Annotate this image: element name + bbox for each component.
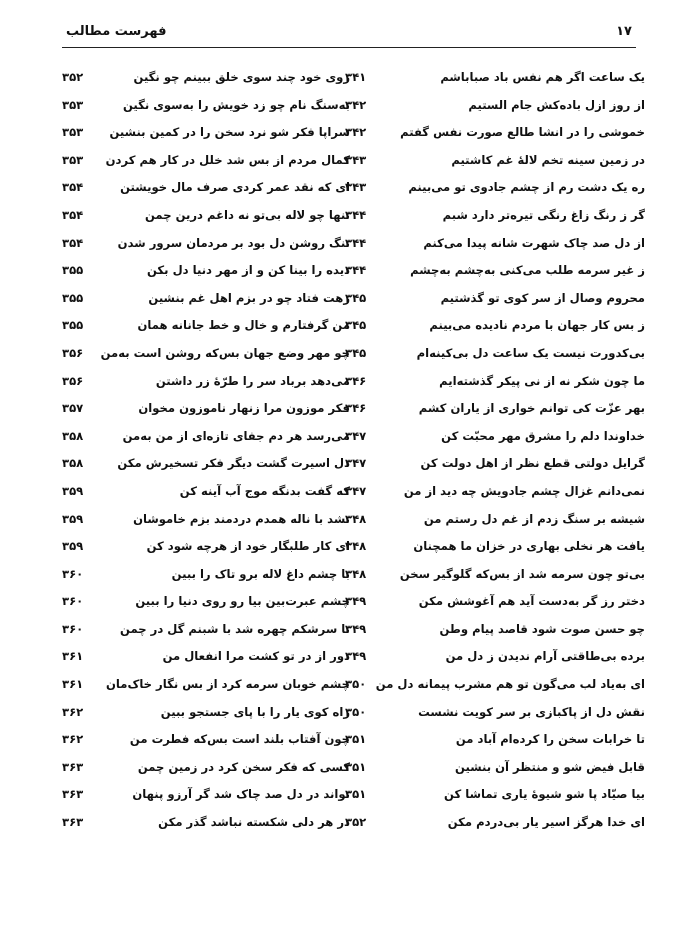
toc-entry-page: ۳۴۷ <box>345 428 367 443</box>
toc-entry <box>345 64 645 92</box>
toc-entry <box>345 92 645 120</box>
toc-entry-title: شیشه بر سنگ زدم از غم دل رستم من <box>423 511 645 526</box>
toc-entry-title: کسی که فکر سخن کرد در زمین چمن <box>137 759 350 774</box>
toc-entry-title: می‌رسد هر دم جفای تازه‌ای از من به‌من <box>122 428 350 443</box>
toc-entry-title: محروم وصال از سر کوی تو گذشتیم <box>440 290 645 305</box>
toc-entry <box>62 423 378 451</box>
toc-entry-title: قابل فیض شو و منتظر آن بنشین <box>455 759 645 774</box>
toc-entry-page: ۳۴۷ <box>345 456 367 471</box>
toc-entry-page: ۳۵۱ <box>345 787 367 802</box>
toc-entry <box>345 754 645 782</box>
toc-entry-title: با چشم داغ لاله برو تاک را ببین <box>171 566 350 581</box>
toc-entry-page: ۳۴۱ <box>345 70 367 84</box>
toc-entry <box>345 506 645 534</box>
toc-entry-page: ۳۴۲ <box>345 125 367 140</box>
toc-entry-page: ۳۵۴ <box>62 207 84 222</box>
toc-entry-title: ما چون شکر نه از نی پیکر گذشته‌ایم <box>439 373 645 388</box>
toc-entry-page: ۳۴۲ <box>345 97 367 112</box>
toc-entry <box>345 533 645 561</box>
toc-entry-title: برده بی‌طاقتی آرام ندیدن ز دل من <box>445 649 645 664</box>
toc-entry-page: ۳۵۱ <box>345 759 367 774</box>
toc-entry <box>345 643 645 671</box>
toc-entry-page: ۳۵۸ <box>62 456 84 471</box>
toc-entry <box>62 395 378 423</box>
toc-entry-page: ۳۶۱ <box>62 677 84 692</box>
toc-entry-title: می‌دهد برباد سر را طرّهٔ زر داشتن <box>155 373 350 388</box>
toc-entry-page: ۳۴۸ <box>345 566 367 581</box>
toc-entry-page: ۳۵۳ <box>62 152 84 167</box>
toc-entry <box>345 616 645 644</box>
toc-entry-title: دیده را بینا کن و از مهر دنیا دل بکن <box>147 263 350 278</box>
toc-entry-title: دور از در تو کشت مرا انفعال من <box>162 649 350 664</box>
toc-entry-page: ۳۶۰ <box>62 566 84 581</box>
toc-entry-title: تنها چو لاله بی‌تو نه داغم درین چمن <box>145 207 350 222</box>
toc-entry-page: ۳۵۰ <box>345 704 367 719</box>
toc-entry-page: ۳۵۱ <box>345 732 367 747</box>
toc-entry-page: ۳۴۸ <box>345 539 367 554</box>
toc-entry <box>62 174 378 202</box>
toc-entry-page: ۳۵۲ <box>345 815 367 830</box>
toc-entry-page: ۳۵۹ <box>62 483 84 498</box>
toc-entry <box>62 616 378 644</box>
toc-entry <box>62 450 378 478</box>
page-header <box>62 22 636 46</box>
toc-entry <box>345 257 645 285</box>
toc-entry <box>62 368 378 396</box>
toc-entry <box>62 92 378 120</box>
toc-entry <box>62 533 378 561</box>
toc-entry-title: راه کوی یار را با پای جستجو ببین <box>160 704 350 719</box>
toc-entry-title: دختر رز گر به‌دست آید هم آغوشش مکن <box>418 594 645 609</box>
toc-entry-page: ۳۵۴ <box>62 235 84 250</box>
toc-entry-title: از دل صد چاک شهرت شانه پیدا می‌کنم <box>423 235 645 250</box>
toc-entry <box>345 478 645 506</box>
toc-entry-page: ۳۵۲ <box>62 70 84 84</box>
toc-entry-title: به‌سنگ نام چو زد خویش را به‌سوی نگین <box>122 97 350 112</box>
toc-entry <box>62 809 378 837</box>
toc-entry <box>345 368 645 396</box>
toc-entry <box>62 230 378 258</box>
toc-entry-page: ۳۵۳ <box>62 125 84 140</box>
running-title: فهرست مطالب <box>66 24 167 39</box>
toc-entry <box>62 478 378 506</box>
toc-entry <box>62 64 378 92</box>
toc-entry-page: ۳۴۶ <box>345 373 367 388</box>
toc-entry <box>345 285 645 313</box>
toc-entry-title: چشم خوبان سرمه کرد از بس نگار خاک‌مان <box>106 677 350 692</box>
toc-entry-page: ۳۵۹ <box>62 539 84 554</box>
toc-entry-page: ۳۴۴ <box>345 263 367 278</box>
toc-entry <box>345 174 645 202</box>
toc-entry-page: ۳۴۵ <box>345 345 367 360</box>
toc-entry-title: یک ساعت اگر هم نفس باد صباباشم <box>440 70 645 84</box>
toc-entry-page: ۳۵۰ <box>345 677 367 692</box>
page-number: ۱۷ <box>616 24 632 39</box>
toc-entry-title: روی خود چند سوی خلق ببینم چو نگین <box>133 70 350 84</box>
toc-entry-title: که گفت بدنگه موج آب آینه کن <box>179 483 350 498</box>
toc-entry-page: ۳۴۷ <box>345 483 367 498</box>
toc-entry <box>345 423 645 451</box>
toc-entry-title: در هر دلی شکسته نباشد گذر مکن <box>158 815 350 830</box>
toc-entry-title: کمال مردم از بس شد خلل در کار هم کردن <box>105 152 350 167</box>
toc-entry <box>345 395 645 423</box>
toc-column-right <box>345 64 645 837</box>
toc-entry-title: تا سرشکم چهره شد با شبنم گل در چمن <box>120 621 350 636</box>
toc-entry-title: ای که نقد عمر کردی صرف مال خویشتن <box>120 180 350 195</box>
toc-entry <box>345 147 645 175</box>
toc-entry-page: ۳۵۹ <box>62 511 84 526</box>
toc-entry <box>345 450 645 478</box>
toc-entry-page: ۳۵۷ <box>62 401 84 416</box>
toc-entry <box>62 671 378 699</box>
toc-entry-page: ۳۴۳ <box>345 152 367 167</box>
toc-entry <box>345 561 645 589</box>
toc-entry <box>62 257 378 285</box>
toc-entry <box>62 726 378 754</box>
toc-entry-title: چو حسن صوت شود قاصد پیام وطن <box>439 621 645 636</box>
toc-entry-page: ۳۶۳ <box>62 787 84 802</box>
toc-entry-page: ۳۴۸ <box>345 511 367 526</box>
toc-entry-page: ۳۶۱ <box>62 649 84 664</box>
toc-entry-page: ۳۶۲ <box>62 704 84 719</box>
toc-entry-page: ۳۴۹ <box>345 621 367 636</box>
toc-entry <box>345 119 645 147</box>
toc-entry-title: از روز ازل باده‌کش جام الستیم <box>468 97 645 112</box>
toc-entry-title: تواند در دل صد چاک شد گر آرزو پنهان <box>132 787 350 802</box>
toc-entry <box>62 285 378 313</box>
toc-entry-title: چون آفتاب بلند است بس‌که فطرت من <box>129 732 350 747</box>
toc-entry-page: ۳۵۶ <box>62 345 84 360</box>
toc-entry-page: ۳۴۴ <box>345 235 367 250</box>
toc-entry-title: ای خدا هرگز اسیر یار بی‌دردم مکن <box>447 815 645 830</box>
toc-entry-title: دل اسیرت گشت دیگر فکر تسخیرش مکن <box>117 456 350 471</box>
toc-entry <box>345 699 645 727</box>
toc-entry <box>62 147 378 175</box>
toc-entry-title: نقش دل از پاکبازی بر سر کویت نشست <box>418 704 645 719</box>
toc-entry-page: ۳۴۹ <box>345 594 367 609</box>
toc-entry <box>62 561 378 589</box>
header-rule <box>62 47 636 48</box>
toc-entry <box>62 202 378 230</box>
toc-entry <box>62 340 378 368</box>
toc-entry-page: ۳۴۴ <box>345 207 367 222</box>
toc-entry-title: تنگ روشن دل بود بر مردمان سرور شدن <box>117 235 350 250</box>
toc-entry-title: ره یک دشت رم از چشم جادوی تو می‌بینم <box>408 180 645 195</box>
toc-entry-page: ۳۶۳ <box>62 759 84 774</box>
toc-entry-title: در زمین سینه تخم لالهٔ غم کاشتیم <box>451 152 645 167</box>
toc-entry <box>345 202 645 230</box>
toc-entry-page: ۳۵۶ <box>62 373 84 388</box>
toc-entry <box>62 643 378 671</box>
toc-entry-page: ۳۵۵ <box>62 290 84 305</box>
toc-entry <box>62 699 378 727</box>
toc-entry-page: ۳۵۵ <box>62 318 84 333</box>
toc-entry-title: خداوندا دلم را مشرق مهر محبّت کن <box>441 428 645 443</box>
toc-entry-page: ۳۶۳ <box>62 815 84 830</box>
toc-entry-page: ۳۶۲ <box>62 732 84 747</box>
toc-entry <box>345 312 645 340</box>
toc-entry-title: گرایل دولتی قطع نظر از اهل دولت کن <box>420 456 645 471</box>
toc-entry <box>62 119 378 147</box>
toc-entry-page: ۳۴۵ <box>345 290 367 305</box>
toc-entry-title: چو مهر وضع جهان بس‌که روشن است به‌من <box>100 345 350 360</box>
toc-entry <box>345 340 645 368</box>
toc-entry-page: ۳۵۵ <box>62 263 84 278</box>
toc-entry-title: ای کار طلبگار خود از هرچه شود کن <box>146 539 350 554</box>
toc-entry-title: بی‌کدورت نیست یک ساعت دل بی‌کینه‌ام <box>416 345 645 360</box>
toc-entry-page: ۳۵۸ <box>62 428 84 443</box>
toc-entry-page: ۳۴۶ <box>345 401 367 416</box>
toc-entry <box>62 781 378 809</box>
toc-entry-page: ۳۵۳ <box>62 97 84 112</box>
toc-entry-page: ۳۴۵ <box>345 318 367 333</box>
toc-entry-title: خموشی را در انشا طالع صورت نفس گفتم <box>400 125 645 140</box>
toc-entry-title: تا خرابات سخن را کرده‌ام آباد من <box>455 732 645 747</box>
toc-entry-title: سراپا فکر شو نرد سخن را در کمین بنشین <box>109 125 350 140</box>
toc-entry <box>62 312 378 340</box>
toc-entry-title: یافت هر نخلی بهاری در خزان ما همچنان <box>413 539 645 554</box>
toc-entry-title: بهر عزّت کی توانم خواری از یاران کشم <box>418 401 645 416</box>
toc-entry-title: بیا صیّاد پا شو شیوهٔ یاری تماشا کن <box>444 787 645 802</box>
toc-entry-page: ۳۴۹ <box>345 649 367 664</box>
toc-entry-title: گر ز رنگ زاغ رنگی تیره‌تر دارد شبم <box>442 207 645 222</box>
toc-entry-title: من گرفتارم و خال و خط جانانه همان <box>137 318 350 333</box>
toc-entry-title: رهت فتاد چو در بزم اهل غم بنشین <box>148 290 350 305</box>
toc-entry-page: ۳۵۴ <box>62 180 84 195</box>
toc-entry-title: نمی‌دانم غزال چشم جادویش چه دید از من <box>403 483 645 498</box>
toc-entry-title: نشد با ناله همدم دردمند بزم خاموشان <box>133 511 350 526</box>
toc-entry-title: چشم عبرت‌بین بیا رو روی دنیا را ببین <box>135 594 350 609</box>
toc-entry-title: ای به‌یاد لب می‌گون تو هم مشرب پیمانه دل من <box>375 677 645 692</box>
toc-entry-title: ز بس کار جهان با مردم نادیده می‌بینم <box>429 318 645 333</box>
toc-column-left <box>62 64 378 837</box>
toc-entry-title: ز غیر سرمه طلب می‌کنی به‌چشم به‌چشم <box>410 263 645 278</box>
toc-entry <box>345 809 645 837</box>
toc-entry <box>345 588 645 616</box>
toc-entry <box>345 781 645 809</box>
toc-entry <box>345 671 645 699</box>
toc-entry-page: ۳۶۰ <box>62 621 84 636</box>
toc-entry-title: بی‌تو چون سرمه شد از بس‌که گلوگیر سخن <box>399 566 645 581</box>
toc-entry <box>62 588 378 616</box>
toc-entry <box>345 726 645 754</box>
toc-entry <box>62 754 378 782</box>
toc-entry-page: ۳۶۰ <box>62 594 84 609</box>
toc-entry <box>62 506 378 534</box>
toc-entry-page: ۳۴۳ <box>345 180 367 195</box>
toc-entry <box>345 230 645 258</box>
toc-entry-title: فکر موزون مرا زنهار ناموزون مخوان <box>138 401 350 416</box>
